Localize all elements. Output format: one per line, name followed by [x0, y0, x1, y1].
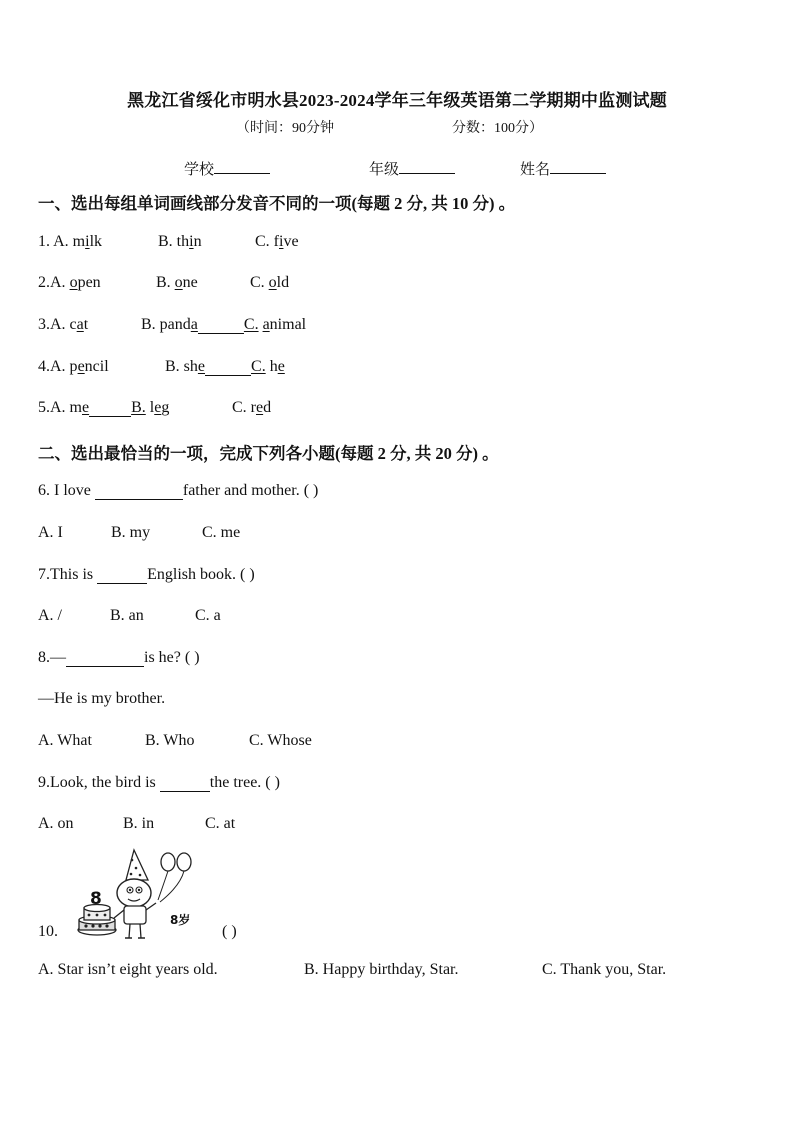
q8-option-b: B. Who — [145, 732, 195, 749]
q10-number: 10. — [38, 923, 58, 940]
q3: 3.A. cat — [38, 316, 89, 333]
q4: 4.A. pencil — [38, 358, 109, 375]
q9: 9.Look, the bird is the tree. ( ) — [38, 774, 280, 791]
q8-option-c: C. Whose — [249, 732, 312, 749]
q8-option-a: A. What — [38, 732, 92, 749]
age-label: 8岁 — [170, 913, 191, 927]
q7-option-a: A. / — [38, 607, 62, 624]
exam-score: 分数：100分） — [452, 121, 543, 136]
q7-option-c: C. a — [195, 607, 221, 624]
page-title: 黑龙江省绥化市明水县2023-2024学年三年级英语第二学期期中监测试题 — [127, 91, 667, 110]
q7: 7.This is English book. ( ) — [38, 566, 255, 583]
q6-option-b: B. my — [111, 524, 151, 541]
q2-option-b: B. one — [156, 274, 198, 291]
q6: 6. I love father and mother. ( ) — [38, 482, 319, 499]
q7-blank — [97, 567, 147, 584]
q10-option-b: B. Happy birthday, Star. — [304, 961, 459, 978]
section2-heading: 二、选出最恰当的一项，完成下列各小题(每题 2 分, 共 20 分) 。 — [38, 444, 499, 463]
q9-option-c: C. at — [205, 815, 236, 832]
q3-option-b: B. panda C. animal — [141, 316, 307, 333]
balloons-icon — [158, 853, 191, 902]
q5-underline — [89, 400, 131, 417]
cake-number: 8 — [90, 889, 102, 909]
boy-figure — [114, 850, 156, 938]
q8-blank — [66, 650, 144, 667]
q10-option-a: A. Star isn’t eight years old. — [38, 961, 218, 978]
q9-option-b: B. in — [123, 815, 155, 832]
q1-option-b: B. thin — [158, 233, 202, 250]
q6-blank — [95, 483, 183, 500]
name-label: 姓名 — [520, 162, 551, 178]
q10-answer-paren: ( ) — [222, 923, 237, 940]
cake-icon — [78, 889, 116, 935]
birthday-illustration — [76, 848, 198, 943]
q8-answer: —He is my brother. — [38, 690, 166, 707]
q7-option-b: B. an — [110, 607, 144, 624]
school-field — [184, 158, 270, 179]
birthday-picture — [76, 848, 198, 943]
q9-option-a: A. on — [38, 815, 74, 832]
q9-blank — [160, 775, 210, 792]
grade-field — [369, 158, 455, 179]
q1: 1. A. milk — [38, 233, 103, 250]
q4-underline — [205, 359, 251, 376]
school-label: 学校 — [184, 162, 215, 178]
q2: 2.A. open — [38, 274, 101, 291]
exam-time: （时间：90分钟 — [236, 121, 334, 136]
grade-label: 年级 — [369, 162, 400, 178]
name-blank — [550, 159, 606, 174]
name-field — [520, 158, 606, 179]
q8: 8.— is he? ( ) — [38, 649, 200, 666]
q3-underline — [198, 317, 244, 334]
school-blank — [214, 159, 270, 174]
q2-option-c: C. old — [250, 274, 290, 291]
q4-option-b: B. she C. he — [165, 358, 285, 375]
q6-option-c: C. me — [202, 524, 241, 541]
q6-option-a: A. I — [38, 524, 63, 541]
grade-blank — [399, 159, 455, 174]
q1-option-c: C. five — [255, 233, 299, 250]
section1-heading: 一、选出每组单词画线部分发音不同的一项(每题 2 分, 共 10 分) 。 — [38, 194, 516, 213]
q5: 5.A. me B. leg — [38, 399, 170, 416]
q10-option-c: C. Thank you, Star. — [542, 961, 667, 978]
q5-option-c: C. red — [232, 399, 272, 416]
